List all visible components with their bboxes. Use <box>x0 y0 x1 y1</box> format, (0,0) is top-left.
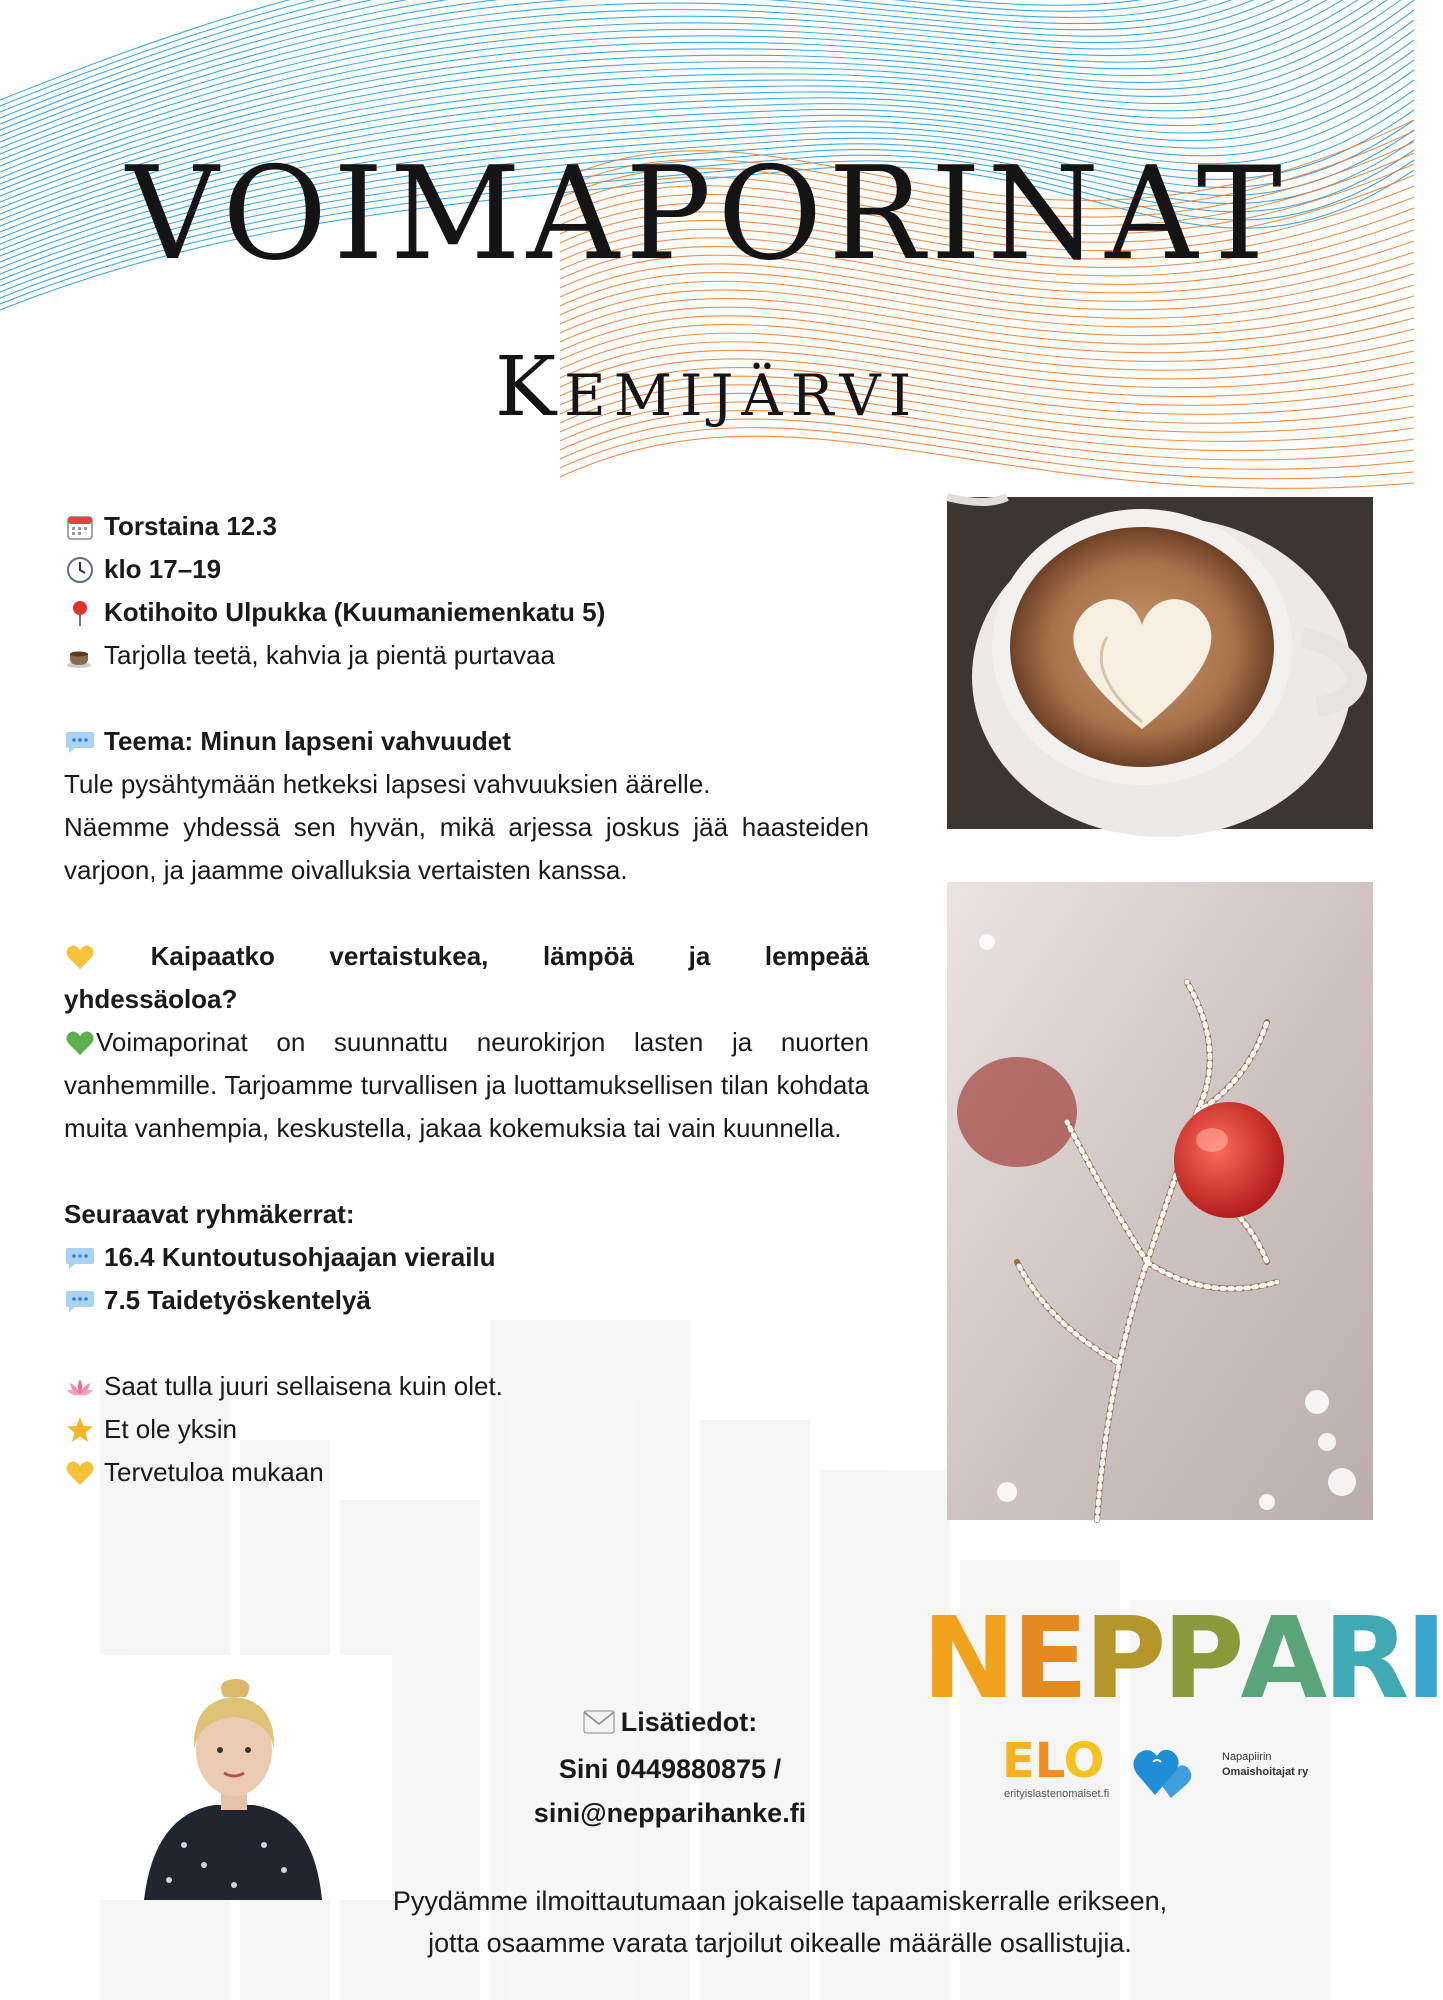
support-heading-word: Kaipaatko <box>150 941 275 971</box>
footer-line: jotta osaamme varata tarjoilut oikealle määrälle osallistujia. <box>428 1928 1132 1958</box>
theme-heading <box>64 720 869 763</box>
event-time-text: klo 17–19 <box>104 554 222 584</box>
wave-line <box>0 0 1414 100</box>
wave-line <box>560 290 1414 336</box>
contact-person-photo <box>64 1655 392 1900</box>
event-place-text: Kotihoito Ulpukka (Kuumaniemenkatu 5) <box>104 597 606 627</box>
event-refreshments <box>64 634 869 677</box>
neppari-logo-letter: A <box>1240 1594 1324 1724</box>
page-title: VOIMAPORINAT <box>126 140 1288 289</box>
support-heading-word: ja <box>688 941 711 971</box>
neppari-logo-letter: I <box>1405 1594 1443 1724</box>
support-heading-word: lämpöä <box>542 941 635 971</box>
support-heading <box>64 935 869 978</box>
page-subtitle: Kemijärvi <box>494 340 920 435</box>
support-heading-word: lempeää <box>764 941 869 971</box>
wave-line <box>0 0 1414 118</box>
frosted-rosehip-photo <box>947 882 1373 1520</box>
hot-beverage-icon <box>64 640 96 672</box>
star-icon <box>64 1414 96 1446</box>
event-refreshments-text: Tarjolla teetä, kahvia ja pientä purtavaa <box>104 640 555 670</box>
next-session-item <box>64 1236 869 1279</box>
theme-paragraph: Näemme yhdessä sen hyvän, mikä arjessa joskus jää haasteiden varjoon, ja jaamme oivalluksia vertaisten kanssa. <box>64 812 869 885</box>
contact-label <box>420 1700 920 1747</box>
closing-text: Tervetuloa mukaan <box>104 1457 324 1487</box>
pin-icon <box>64 597 96 629</box>
wave-line <box>0 0 1414 130</box>
next-session-item <box>64 1279 869 1322</box>
footer-note <box>330 1880 1230 1964</box>
support-heading-word: vertaistukea, <box>329 941 489 971</box>
theme-heading-text: Teema: Minun lapseni vahvuudet <box>104 726 511 756</box>
napapiiri-heart-logo-icon <box>1133 1740 1193 1800</box>
envelope-icon <box>583 1703 615 1747</box>
wave-line <box>560 436 1414 488</box>
support-paragraph <box>64 1021 869 1150</box>
speech-bubble-icon <box>64 1242 96 1274</box>
wave-line <box>560 428 1414 479</box>
green-heart-icon <box>64 1027 96 1059</box>
theme-line: Tule pysähtymään hetkeksi lapsesi vahvuuksien äärelle. <box>64 769 711 799</box>
contact-label-text: Lisätiedot: <box>620 1707 758 1737</box>
support-paragraph-text: Voimaporinat on suunnattu neurokirjon lasten ja nuorten vanhemmille. Tarjoamme turvallisen ja luottamuksellisen tilan kohdata muita vanhempia, keskustella, jakaa kokemuksia tai vain kuunnella. <box>64 1027 869 1143</box>
event-place <box>64 591 869 634</box>
speech-bubble-icon <box>64 726 96 758</box>
contact-phone: Sini 0449880875 / <box>558 1754 782 1784</box>
event-date <box>64 505 869 548</box>
neppari-logo-letter: N <box>922 1594 1012 1724</box>
event-time <box>64 548 869 591</box>
event-date-text: Torstaina 12.3 <box>104 511 277 541</box>
support-heading-end: yhdessäoloa? <box>64 984 238 1014</box>
napapiiri-line: Omaishoitajat ry <box>1222 1766 1309 1778</box>
speech-bubble-icon <box>64 1285 96 1317</box>
event-details <box>64 505 869 1494</box>
neppari-logo <box>922 1594 1443 1724</box>
elo-logo-subtitle: erityislastenomaiset.fi <box>1004 1788 1110 1800</box>
neppari-logo-letter: P <box>1084 1594 1163 1724</box>
napapiiri-line: Napapiirin <box>1222 1751 1272 1763</box>
yellow-heart-icon <box>64 1457 96 1489</box>
clock-icon <box>64 554 96 586</box>
lotus-icon <box>64 1371 96 1403</box>
next-sessions-heading: Seuraavat ryhmäkerrat: <box>64 1199 355 1229</box>
closing-text: Et ole yksin <box>104 1414 237 1444</box>
calendar-icon <box>64 511 96 543</box>
closing-line <box>64 1451 869 1494</box>
contact-info <box>420 1700 920 1835</box>
neppari-logo-letter: E <box>1011 1594 1085 1724</box>
contact-email[interactable]: sini@nepparihanke.fi <box>533 1798 807 1828</box>
closing-line <box>64 1408 869 1451</box>
footer-line: Pyydämme ilmoittautumaan jokaiselle tapaamiskerralle erikseen, <box>392 1886 1168 1916</box>
napapiiri-logo-text <box>1222 1750 1308 1780</box>
closing-line <box>64 1365 869 1408</box>
next-session-text: 7.5 Taidetyöskentelyä <box>104 1285 371 1315</box>
coffee-photo <box>947 497 1373 829</box>
neppari-logo-letter: P <box>1162 1594 1241 1724</box>
yellow-heart-icon <box>64 941 96 973</box>
elo-logo: ELO <box>1002 1733 1105 1789</box>
closing-text: Saat tulla juuri sellaisena kuin olet. <box>104 1371 503 1401</box>
neppari-logo-letter: R <box>1323 1594 1406 1724</box>
next-session-text: 16.4 Kuntoutusohjaajan vierailu <box>104 1242 496 1272</box>
